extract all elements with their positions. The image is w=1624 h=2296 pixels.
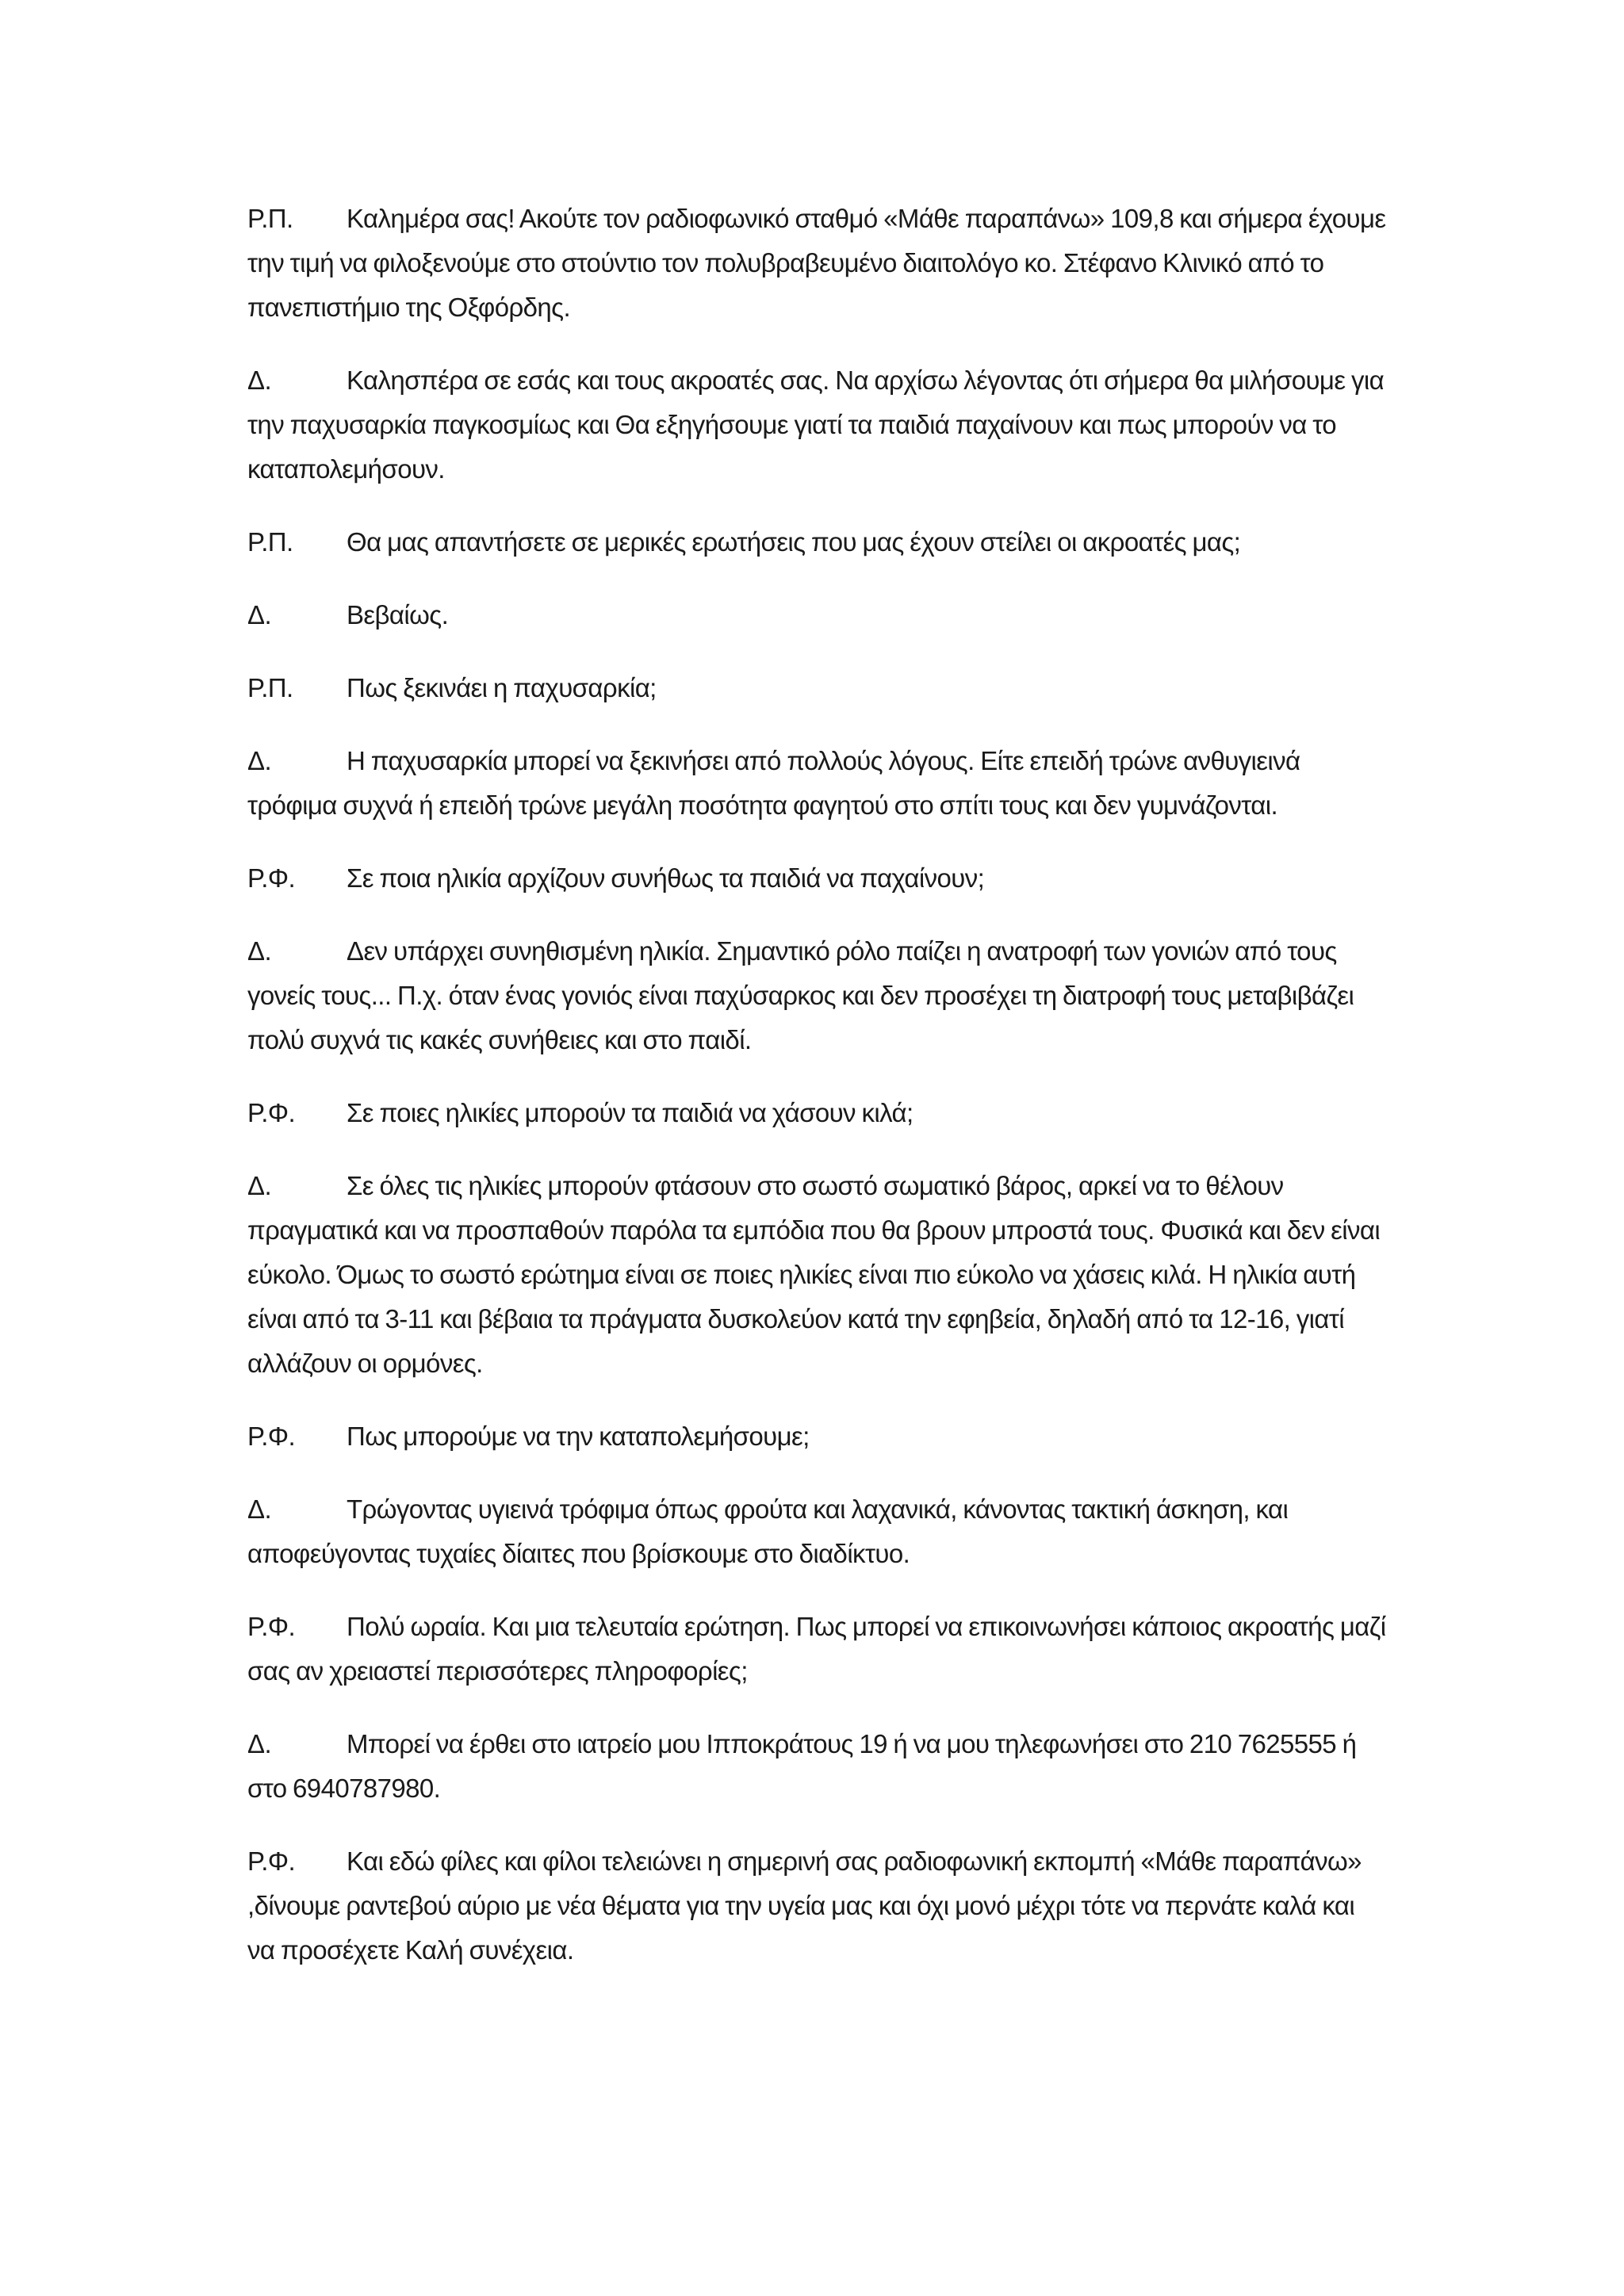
dialogue-paragraph xyxy=(247,1164,1386,1386)
dialogue-paragraph xyxy=(247,520,1386,564)
dialogue-text: Η παχυσαρκία μπορεί να ξεκινήσει από πολλούς λόγους. Είτε επειδή τρώνε ανθυγιεινά τρόφιμα συχνά ή επειδή τρώνε μεγάλη ποσότητα φαγητού στο σπίτι τους και δεν γυμνάζονται. xyxy=(247,746,1300,820)
speaker-label: Δ. xyxy=(247,1729,272,1758)
speaker-label: Δ. xyxy=(247,365,272,395)
document-page xyxy=(247,197,1386,2001)
dialogue-paragraph xyxy=(247,1487,1386,1576)
speaker-label: Ρ.Φ. xyxy=(247,1846,296,1876)
speaker-label: Δ. xyxy=(247,600,272,629)
speaker-label: Δ. xyxy=(247,1494,272,1524)
dialogue-paragraph xyxy=(247,197,1386,330)
dialogue-paragraph xyxy=(247,739,1386,828)
dialogue-paragraph xyxy=(247,1839,1386,1973)
dialogue-paragraph xyxy=(247,593,1386,637)
speaker-label: Ρ.Π. xyxy=(247,673,293,702)
dialogue-paragraph xyxy=(247,1414,1386,1459)
dialogue-text: Καλησπέρα σε εσάς και τους ακροατές σας. Να αρχίσω λέγοντας ότι σήμερα θα μιλήσουμε για την παχυσαρκία παγκοσμίως και Θα εξηγήσουμε γιατί τα παιδιά παχαίνουν και πως μπορούν να το καταπολεμήσουν. xyxy=(247,365,1385,484)
dialogue-paragraph xyxy=(247,358,1386,492)
dialogue-paragraph xyxy=(247,1722,1386,1811)
speaker-label: Δ. xyxy=(247,936,272,966)
dialogue-text: Μπορεί να έρθει στο ιατρείο μου Ιπποκράτους 19 ή να μου τηλεφωνήσει στο 210 7625555 ή στο 6940787980. xyxy=(247,1729,1357,1803)
dialogue-text: Σε όλες τις ηλικίες μπορούν φτάσουν στο σωστό σωματικό βάρος, αρκεί να το θέλουν πραγματικά και να προσπαθούν παρόλα τα εμπόδια που θα βρουν μπροστά τους. Φυσικά και δεν είναι εύκολο. Όμως το σωστό ερώτημα είναι σε ποιες ηλικίες είναι πιο εύκολο να χάσεις κιλά. Η ηλικία αυτή είναι από τα 3-11 και βέβαια τα πράγματα δυσκολεύον κατά την εφηβεία, δηλαδή από τα 12-16, γιατί αλλάζουν οι ορμόνες. xyxy=(247,1171,1381,1378)
dialogue-text: Σε ποια ηλικία αρχίζουν συνήθως τα παιδιά να παχαίνουν; xyxy=(347,863,985,893)
dialogue-text: Πολύ ωραία. Και μια τελευταία ερώτηση. Πως μπορεί να επικοινωνήσει κάποιος ακροατής μαζί σας αν χρειαστεί περισσότερες πληροφορίες; xyxy=(247,1612,1386,1686)
dialogue-text: Τρώγοντας υγιεινά τρόφιμα όπως φρούτα και λαχανικά, κάνοντας τακτική άσκηση, και αποφεύγοντας τυχαίες δίαιτες που βρίσκουμε στο διαδίκτυο. xyxy=(247,1494,1289,1568)
dialogue-paragraph xyxy=(247,1605,1386,1693)
dialogue-text: Σε ποιες ηλικίες μπορούν τα παιδιά να χάσουν κιλά; xyxy=(347,1098,914,1127)
speaker-label: Δ. xyxy=(247,746,272,775)
dialogue-paragraph xyxy=(247,666,1386,710)
speaker-label: Ρ.Φ. xyxy=(247,1612,296,1641)
dialogue-paragraph xyxy=(247,929,1386,1062)
dialogue-text: Πως ξεκινάει η παχυσαρκία; xyxy=(347,673,657,702)
speaker-label: Δ. xyxy=(247,1171,272,1200)
dialogue-paragraph xyxy=(247,1091,1386,1135)
speaker-label: Ρ.Φ. xyxy=(247,863,296,893)
dialogue-text: Δεν υπάρχει συνηθισμένη ηλικία. Σημαντικό ρόλο παίζει η ανατροφή των γονιών από τους γονείς τους... Π.χ. όταν ένας γονιός είναι παχύσαρκος και δεν προσέχει τη διατροφή τους μεταβιβάζει πολύ συχνά τις κακές συνήθειες και στο παιδί. xyxy=(247,936,1354,1054)
dialogue-text: Βεβαίως. xyxy=(347,600,449,629)
speaker-label: Ρ.Π. xyxy=(247,204,293,233)
dialogue-text: Και εδώ φίλες και φίλοι τελειώνει η σημερινή σας ραδιοφωνική εκπομπή «Μάθε παραπάνω» ,δίνουμε ραντεβού αύριο με νέα θέματα για την υγεία μας και όχι μονό μέχρι τότε να περνάτε καλά και να προσέχετε Καλή συνέχεια. xyxy=(247,1846,1362,1965)
speaker-label: Ρ.Φ. xyxy=(247,1422,296,1451)
speaker-label: Ρ.Π. xyxy=(247,527,293,557)
speaker-label: Ρ.Φ. xyxy=(247,1098,296,1127)
dialogue-text: Θα μας απαντήσετε σε μερικές ερωτήσεις που μας έχουν στείλει οι ακροατές μας; xyxy=(347,527,1241,557)
dialogue-paragraph xyxy=(247,856,1386,901)
dialogue-text: Πως μπορούμε να την καταπολεμήσουμε; xyxy=(347,1422,810,1451)
dialogue-text: Καλημέρα σας! Ακούτε τον ραδιοφωνικό σταθμό «Μάθε παραπάνω» 109,8 και σήμερα έχουμε την τιμή να φιλοξενούμε στο στούντιο τον πολυβραβευμένο διαιτολόγο κο. Στέφανο Κλινικό από το πανεπιστήμιο της Οξφόρδης. xyxy=(247,204,1386,322)
